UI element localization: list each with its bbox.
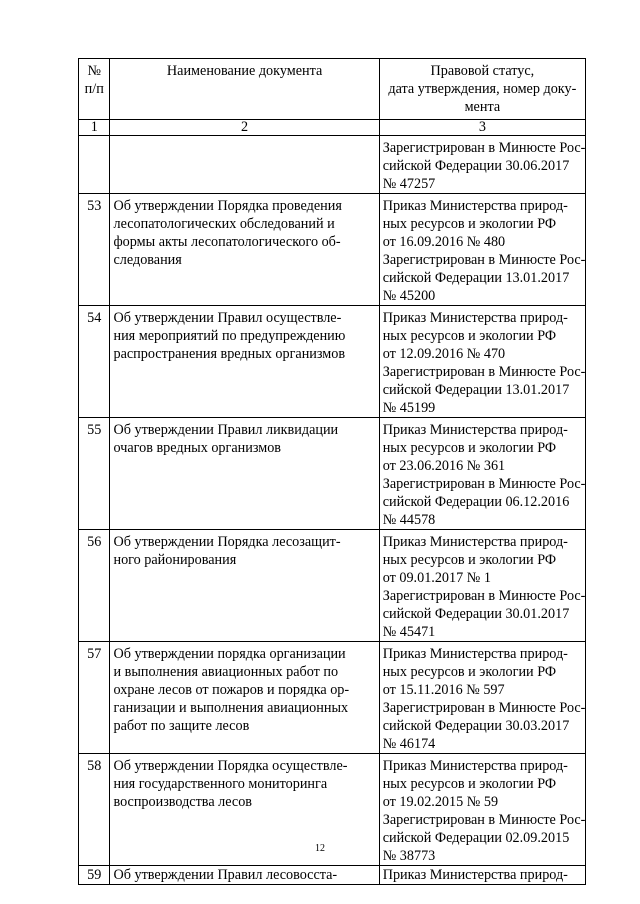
- status-line: сийской Федерации 13.01.2017: [382, 270, 570, 286]
- header-legal-status-line: Правовой статус,: [430, 63, 535, 79]
- status-line: Приказ Министерства природ-: [382, 646, 568, 662]
- row-number: 57: [79, 642, 110, 754]
- table-row-continuation: [79, 136, 586, 194]
- status-line: Зарегистрирован в Минюсте Рос-: [382, 476, 586, 492]
- status-line: сийской Федерации 30.06.2017: [382, 158, 570, 174]
- name-line: ного районирования: [113, 552, 237, 568]
- name-line: очагов вредных организмов: [113, 440, 281, 456]
- table-row: [79, 642, 586, 754]
- column-number: 3: [379, 120, 585, 136]
- status-line: Приказ Министерства природ-: [382, 758, 568, 774]
- name-line: работ по защите лесов: [113, 718, 250, 734]
- header-document-name: [110, 59, 379, 120]
- status-line: Приказ Министерства природ-: [382, 310, 568, 326]
- name-line: охране лесов от пожаров и порядка ор-: [113, 682, 350, 698]
- header-number: [79, 59, 110, 120]
- header-legal-status: [379, 59, 585, 120]
- status-line: ных ресурсов и экологии РФ: [382, 328, 557, 344]
- header-number-line: №: [87, 63, 102, 79]
- name-line: Об утверждении Порядка проведения: [113, 198, 342, 214]
- status-line: Приказ Министерства природ-: [382, 422, 568, 438]
- document-name: [110, 194, 379, 306]
- status-line: Зарегистрирован в Минюсте Рос-: [382, 812, 586, 828]
- status-line: Зарегистрирован в Минюсте Рос-: [382, 700, 586, 716]
- status-line: Приказ Министерства природ-: [382, 867, 568, 883]
- status-line: сийской Федерации 30.01.2017: [382, 606, 570, 622]
- name-line: следования: [113, 252, 182, 268]
- name-line: Об утверждении Правил лесовосста-: [113, 867, 338, 883]
- legal-status: [379, 642, 585, 754]
- status-line: № 45471: [382, 624, 436, 640]
- legal-status: [379, 866, 585, 885]
- document-name: [110, 418, 379, 530]
- row-number: 53: [79, 194, 110, 306]
- row-number: 59: [79, 866, 110, 885]
- legal-status: [379, 194, 585, 306]
- rows-body: [79, 194, 586, 866]
- status-line: № 45199: [382, 400, 436, 416]
- table-row: [79, 194, 586, 306]
- legal-status: [379, 136, 585, 194]
- legal-status: [379, 530, 585, 642]
- status-line: ных ресурсов и экологии РФ: [382, 216, 557, 232]
- status-line: Зарегистрирован в Минюсте Рос-: [382, 588, 586, 604]
- status-line: сийской Федерации 06.12.2016: [382, 494, 570, 510]
- legal-status: [379, 418, 585, 530]
- name-line: ганизации и выполнения авиационных: [113, 700, 349, 716]
- document-name: [110, 642, 379, 754]
- status-line: от 15.11.2016 № 597: [382, 682, 505, 698]
- status-line: Зарегистрирован в Минюсте Рос-: [382, 140, 586, 156]
- status-line: № 45200: [382, 288, 436, 304]
- column-number: 1: [79, 120, 110, 136]
- status-line: Приказ Министерства природ-: [382, 198, 568, 214]
- header-legal-status-line: дата утверждения, номер доку-: [388, 81, 577, 97]
- header-number-line: п/п: [84, 81, 104, 97]
- status-line: ных ресурсов и экологии РФ: [382, 440, 557, 456]
- name-line: лесопатологических обследований и: [113, 216, 335, 232]
- header-legal-status-line: мента: [464, 99, 501, 115]
- status-line: от 09.01.2017 № 1: [382, 570, 491, 586]
- document-name: [110, 306, 379, 418]
- status-line: сийской Федерации 02.09.2015: [382, 830, 570, 846]
- status-line: сийской Федерации 13.01.2017: [382, 382, 570, 398]
- status-line: от 12.09.2016 № 470: [382, 346, 506, 362]
- status-line: № 47257: [382, 176, 436, 192]
- column-number: 2: [110, 120, 379, 136]
- row-number: 56: [79, 530, 110, 642]
- status-line: от 19.02.2015 № 59: [382, 794, 499, 810]
- name-line: ния мероприятий по предупреждению: [113, 328, 346, 344]
- status-line: ных ресурсов и экологии РФ: [382, 664, 557, 680]
- name-line: Об утверждении Правил ликвидации: [113, 422, 339, 438]
- table-row: [79, 866, 586, 885]
- status-line: от 16.09.2016 № 480: [382, 234, 506, 250]
- name-line: Об утверждении Правил осуществле-: [113, 310, 342, 326]
- status-line: № 38773: [382, 848, 436, 864]
- table-row: [79, 530, 586, 642]
- status-line: от 23.06.2016 № 361: [382, 458, 506, 474]
- legal-status: [379, 306, 585, 418]
- documents-table: [78, 58, 586, 885]
- status-line: Зарегистрирован в Минюсте Рос-: [382, 252, 586, 268]
- status-line: Зарегистрирован в Минюсте Рос-: [382, 364, 586, 380]
- document-name: [110, 530, 379, 642]
- column-numbers-row: [79, 120, 586, 136]
- status-line: № 46174: [382, 736, 436, 752]
- status-line: сийской Федерации 30.03.2017: [382, 718, 570, 734]
- row-number: 58: [79, 754, 110, 866]
- status-line: № 44578: [382, 512, 436, 528]
- document-name: [110, 136, 379, 194]
- document-name: [110, 866, 379, 885]
- header-document-name-text: Наименование документа: [166, 63, 323, 79]
- page-number: 12: [315, 843, 325, 854]
- status-line: ных ресурсов и экологии РФ: [382, 552, 557, 568]
- name-line: формы акты лесопатологического об-: [113, 234, 341, 250]
- row-number: [79, 136, 110, 194]
- status-line: ных ресурсов и экологии РФ: [382, 776, 557, 792]
- row-number: 55: [79, 418, 110, 530]
- table-row: [79, 306, 586, 418]
- name-line: воспроизводства лесов: [113, 794, 252, 810]
- row-number: 54: [79, 306, 110, 418]
- name-line: ния государственного мониторинга: [113, 776, 328, 792]
- status-line: Приказ Министерства природ-: [382, 534, 568, 550]
- name-line: Об утверждении порядка организации: [113, 646, 346, 662]
- name-line: и выполнения авиационных работ по: [113, 664, 339, 680]
- header-row: [79, 59, 586, 120]
- name-line: Об утверждении Порядка осуществле-: [113, 758, 348, 774]
- name-line: распространения вредных организмов: [113, 346, 346, 362]
- table-row: [79, 418, 586, 530]
- name-line: Об утверждении Порядка лесозащит-: [113, 534, 341, 550]
